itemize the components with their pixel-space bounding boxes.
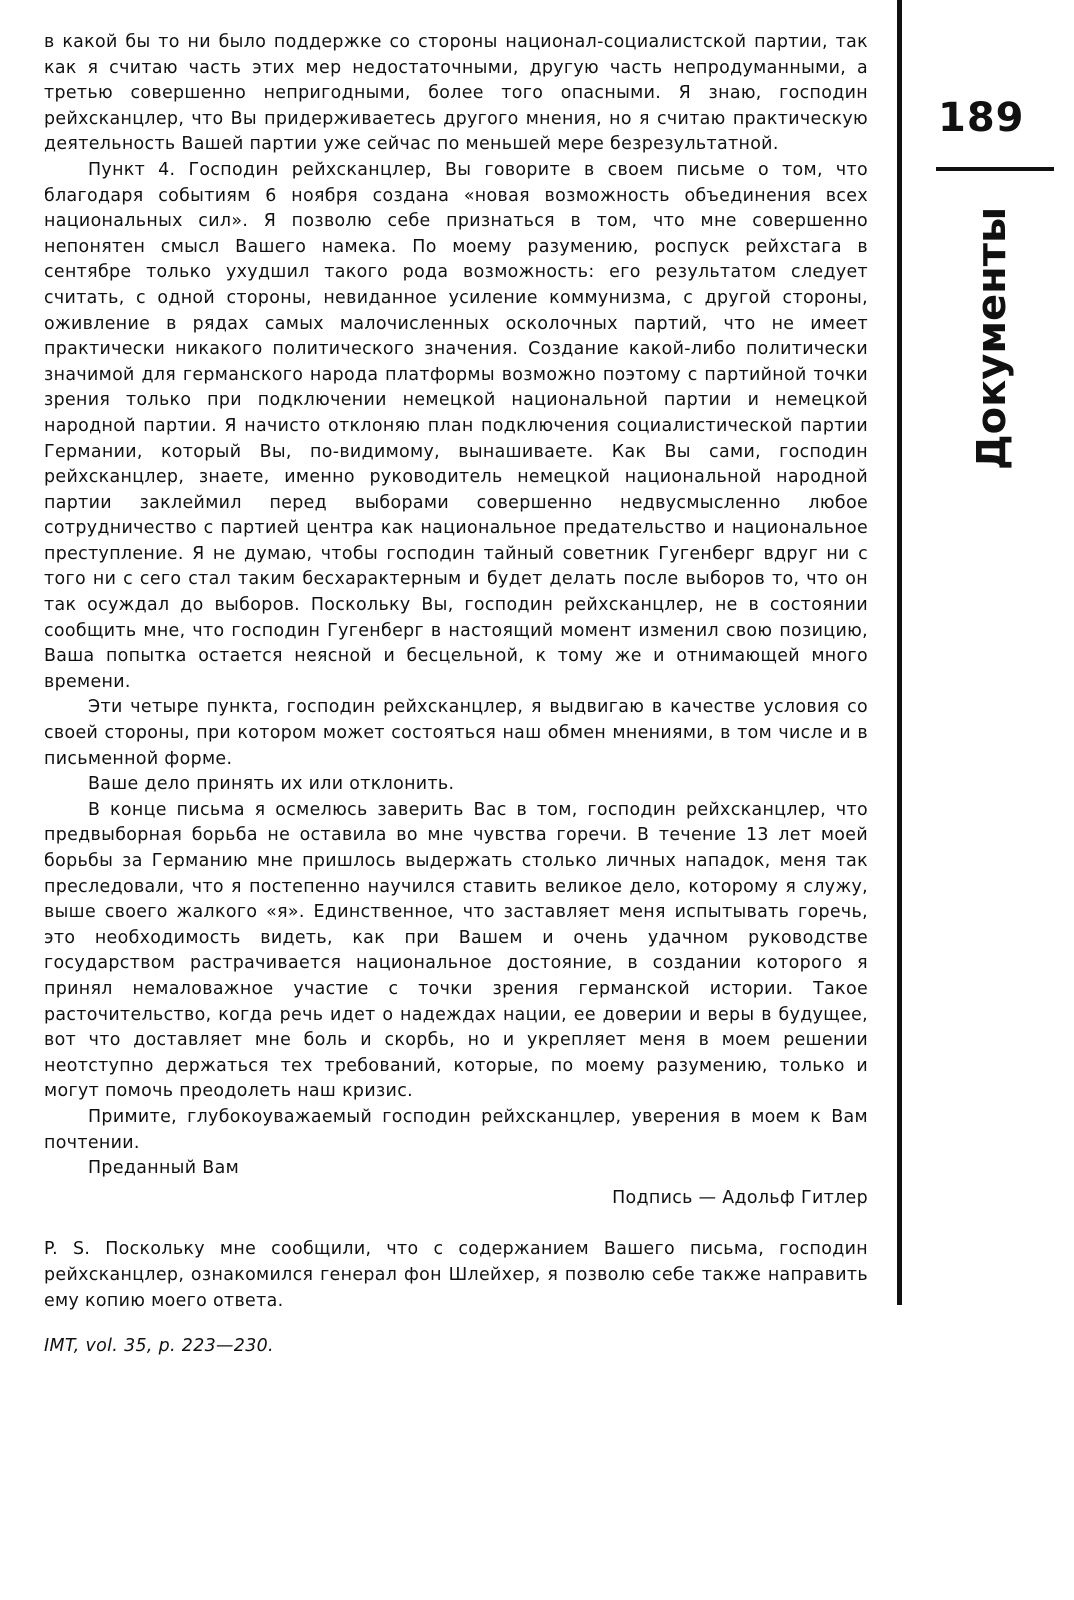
horizontal-rule — [936, 167, 1054, 171]
letter-body — [44, 30, 868, 1360]
paragraph-1: в какой бы то ни было поддержке со стороны национал-социалистской партии, так как я считаю часть этих мер недостаточными, другую часть непродуманными, а третью совершенно непригодными, более того опасными. Я знаю, господин рейхсканцлер, что Вы придерживаетесь другого мнения, но я считаю практическую деятельность Вашей партии уже сейчас по меньшей мере безрезультатной. — [44, 32, 868, 155]
paragraph-5: В конце письма я осмелюсь заверить Вас в том, господин рейхсканцлер, что предвыборная борьба не оставила во мне чувства горечи. В течение 13 лет моей борьбы за Германию мне пришлось выдержать столько личных нападок, меня так преследовали, что я постепенно научился ставить великое дело, которому я служу, выше своего жалкого «я». Единственное, что заставляет меня испытывать горечь, это необходимость видеть, как при Вашем и очень удачном руководстве государством растрачивается национальное достояние, в создании которого я принял немаловажное участие с точки зрения германской истории. Такое расточительство, когда речь идет о надеждах нации, ее доверии и веры в будущее, вот что доставляет мне боль и скорбь, но и укрепляет меня в моем решении неотступно держаться тех требований, которые, по моему разумению, только и могут помочь преодолеть наш кризис. — [44, 799, 868, 1102]
source-citation: IMT, vol. 35, p. 223—230. — [44, 1336, 274, 1357]
section-label: Документы — [969, 206, 1015, 470]
paragraph-4: Ваше дело принять их или отклонить. — [88, 774, 455, 795]
vertical-rule — [897, 0, 902, 1305]
page-number: 189 — [938, 95, 1025, 141]
signature: Подпись — Адольф Гитлер — [612, 1187, 868, 1208]
paragraph-6: Примите, глубокоуважаемый господин рейхсканцлер, уверения в моем к Вам почтении. — [44, 1106, 868, 1153]
paragraph-3: Эти четыре пункта, господин рейхсканцлер, я выдвигаю в качестве условия со своей стороны, при котором может состояться наш обмен мнениями, в том числе и в письменной форме. — [44, 697, 868, 769]
postscript: P. S. Поскольку мне сообщили, что с содержанием Вашего письма, господин рейхсканцлер, ознакомился генерал фон Шлейхер, я позволю себе также направить ему копию моего ответа. — [44, 1239, 868, 1311]
closing-line: Преданный Вам — [88, 1158, 240, 1179]
paragraph-2: Пункт 4. Господин рейхсканцлер, Вы говорите в своем письме о том, что благодаря событиям 6 ноября создана «новая возможность объединения всех национальных сил». Я позволю себе признаться в том, что мне совершенно непонятен смысл Вашего намека. По моему разумению, роспуск рейхстага в сентябре только ухудшил такого рода возможность: его результатом следует считать, с одной стороны, невиданное усиление коммунизма, с другой стороны, оживление в рядах самых малочисленных осколочных партий, что не имеет практически никакого политического значения. Создание какой-либо политически значимой для германского народа платформы возможно поэтому с партийной точки зрения только при подключении немецкой национальной партии и немецкой народной партии. Я начисто отклоняю план подключения социалистической партии Германии, который Вы, по-видимому, вынашиваете. Как Вы сами, господин рейхсканцлер, знаете, именно руководитель немецкой национальной народной партии заклеймил перед выборами совершенно недвусмысленно любое сотрудничество с партией центра как национальное предательство и национальное преступление. Я не думаю, чтобы господин тайный советник Гугенберг вдруг ни с того ни с сего стал таким бесхарактерным и будет делать после выборов то, что он так осуждал до выборов. Поскольку Вы, господин рейхсканцлер, не в состоянии сообщить мне, что господин Гугенберг в настоящий момент изменил свою позицию, Ваша попытка остается неясной и бесцельной, к тому же и отнимающей много времени. — [44, 159, 868, 692]
